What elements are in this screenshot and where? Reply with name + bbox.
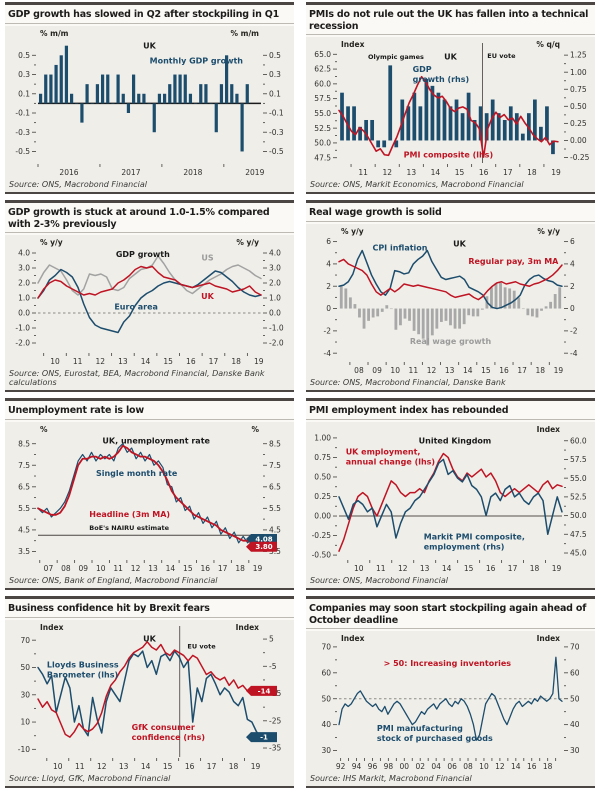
panel-bottom-rule [5,390,294,392]
source-line: Source: ONS, Eurostat, BEA, Macrobond Financial, Danske Bank calculations [5,367,294,390]
chart-business-confidence [5,620,294,772]
panel-bottom-rule [5,588,294,590]
chart-gdp-yoy [5,235,294,367]
source-line: Source: Lloyd, GfK, Macrobond Financial [5,772,294,786]
panel-title-rule [5,232,294,233]
panel-bottom-rule [306,390,595,392]
panel-title-rule [5,23,294,24]
panel-title: Real wage growth is solid [309,207,442,218]
panel-pmi-employment [306,398,595,590]
panel-title-rule [306,628,595,629]
panel-title: PMIs do not rule out the UK has fallen into a technical recession [309,9,589,32]
source-line: Source: ONS, Macrobond Financial, Danske Bank [306,376,595,390]
source-line: Source: ONS, Macrobond Financial [5,178,294,192]
chart-canvas-stockpiling [306,631,595,772]
source-line: Source: ONS, Markit Economics, Macrobond Financial [306,178,595,192]
chart-canvas-pmi-employment [306,422,595,574]
chart-canvas-gdp-yoy [5,235,294,367]
panel-title: PMI employment index has rebounded [309,405,509,416]
panel-bottom-rule [306,192,595,194]
panel-bottom-rule [5,786,294,788]
chart-canvas-business-confidence [5,620,294,772]
panel-pmi-recession [306,2,595,194]
chart-pmi-gdp [306,37,595,178]
source-line: Source: ONS, Macrobond Financial [306,574,595,588]
chart-unemployment [5,422,294,574]
panel-real-wage [306,200,595,392]
panel-bottom-rule [306,588,595,590]
panel-title: Companies may soon start stockpiling again ahead of October deadline [309,603,587,626]
panel-title: Unemployment rate is low [8,405,144,416]
panel-title-rule [306,221,595,222]
chart-canvas-real-wage [306,224,595,376]
chart-canvas-monthly-gdp [5,26,294,178]
panel-unemployment [5,398,294,590]
panel-title: Business confidence hit by Brexit fears [8,603,210,614]
chart-real-wage [306,224,595,376]
panel-title-rule [306,419,595,420]
panel-business-confidence [5,596,294,788]
panel-bottom-rule [306,786,595,788]
chart-canvas-unemployment [5,422,294,574]
panel-title: GDP growth is stuck at around 1.0-1.5% compared with 2-3% previously [8,207,270,230]
panel-title: GDP growth has slowed in Q2 after stockpiling in Q1 [8,9,280,20]
chart-monthly-gdp [5,26,294,178]
panel-monthly-gdp [5,2,294,194]
chart-canvas-pmi-gdp [306,37,595,178]
panel-stockpiling [306,596,595,788]
source-line: Source: ONS, Bank of England, Macrobond Financial [5,574,294,588]
panel-title-rule [306,34,595,35]
source-line: Source: IHS Markit, Macrobond Financial [306,772,595,786]
chart-stockpiling [306,631,595,772]
panel-title-rule [5,419,294,420]
chart-pmi-employment [306,422,595,574]
panel-title-rule [5,617,294,618]
panel-bottom-rule [5,192,294,194]
panel-gdp-yoy [5,200,294,392]
